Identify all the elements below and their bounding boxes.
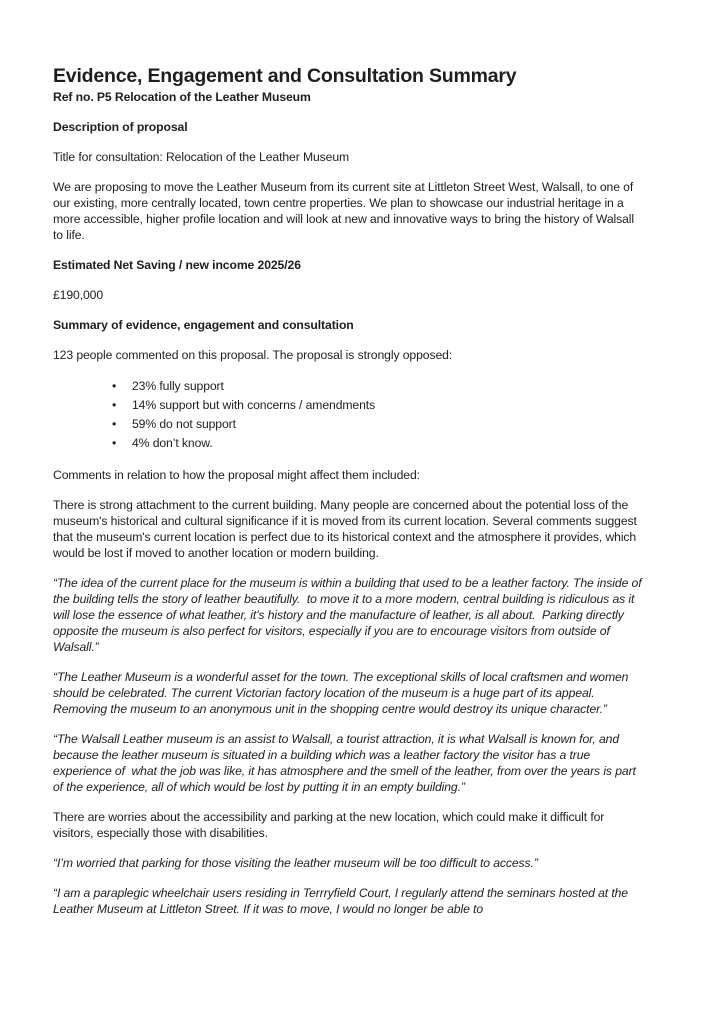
consultation-title: Title for consultation: Relocation of the Leather Museum: [53, 150, 350, 164]
summary-heading: Summary of evidence, engagement and consultation: [53, 318, 354, 332]
comments-intro: Comments in relation to how the proposal might affect them included:: [53, 468, 420, 482]
accessibility-paragraph: There are worries about the accessibility and parking at the new location, which could make it difficult for visitors, especially those with disabilities.: [53, 810, 608, 840]
support-breakdown-item: • 59% do not support: [132, 415, 646, 434]
resident-quote-accessibility-2: “I am a paraplegic wheelchair users residing in Terrryfield Court, I regularly attend the seminars hosted at the Leather Museum at Littleton Street. If it was to move, I would no longer be able to: [53, 886, 632, 916]
support-breakdown-item: • 4% don’t know.: [132, 434, 646, 453]
proposal-paragraph: We are proposing to move the Leather Museum from its current site at Littleton Street West, Walsall, to one of our existing, more centrally located, town centre properties. We plan to showcase our industrial heritage in a more accessible, higher profile location and will look at new and innovative ways to bring the history of Walsall to life.: [53, 180, 638, 242]
ref-line: Ref no. P5 Relocation of the Leather Museum: [53, 90, 311, 104]
resident-quote-building-2: “The Leather Museum is a wonderful asset for the town. The exceptional skills of local craftsmen and women should be celebrated. The current Victorian factory location of the museum is a huge part of its appeal. Removing the museum to an anonymous unit in the shopping centre would destroy its unique character.”: [53, 670, 632, 716]
support-breakdown-list: [53, 377, 646, 453]
document-title: Evidence, Engagement and Consultation Summary: [53, 65, 517, 87]
resident-quote-building-1: “The idea of the current place for the museum is within a building that used to be a leather factory. The inside of the building tells the story of leather beautifully. to move it to a more modern, central building is ridiculous as it will lose the essence of what leather, it's history and the manufacture of leather, is all about. Parking directly opposite the museum is also perfect for visitors, especially if you are to encourage visitors from outside of Walsall.”: [53, 576, 645, 654]
estimated-saving-value: £190,000: [53, 288, 104, 302]
resident-quote-accessibility-1: “I’m worried that parking for those visiting the leather museum will be too difficult to access.”: [53, 856, 538, 870]
resident-quote-building-3: “The Walsall Leather museum is an assist to Walsall, a tourist attraction, it is what Walsall is known for, and because the leather museum is situated in a building which was a leather factory the visitor has a true experience of what the job was like, it has atmosphere and the smell of the leather, from over the years is part of the experience, all of which would be lost by putting it in an empty building.”: [53, 732, 640, 794]
estimated-saving-heading: Estimated Net Saving / new income 2025/26: [53, 258, 301, 272]
support-breakdown-item: • 23% fully support: [132, 377, 646, 396]
description-heading: Description of proposal: [53, 120, 188, 134]
summary-intro: 123 people commented on this proposal. The proposal is strongly opposed:: [53, 348, 453, 362]
attachment-paragraph: There is strong attachment to the current building. Many people are concerned about the potential loss of the museum's historical and cultural significance if it is moved from its current location. Several comments suggest that the museum's current location is perfect due to its historical context and the atmosphere it provides, which would be lost if moved to another location or modern building.: [53, 498, 641, 560]
support-breakdown-item: • 14% support but with concerns / amendments: [132, 396, 646, 415]
